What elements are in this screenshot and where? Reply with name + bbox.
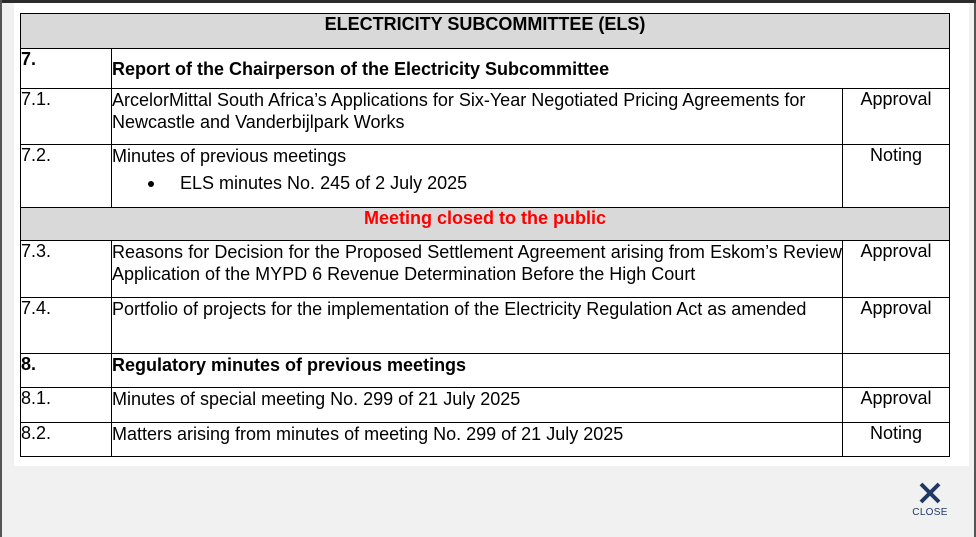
agenda-row-7-1 (21, 89, 950, 145)
item-number: 8.1. (21, 388, 112, 423)
closed-title: Meeting closed to the public (21, 208, 950, 241)
item-action: Noting (843, 423, 950, 457)
agenda-table (20, 13, 950, 457)
item-description: ArcelorMittal South Africa’s Applications for Six-Year Negotiated Pricing Agreements for Newcastle and Vanderbijlpark Works (112, 89, 843, 145)
item-number: 7.4. (21, 298, 112, 354)
item-action: Approval (843, 388, 950, 423)
item-number: 7. (21, 49, 112, 89)
item-description: Portfolio of projects for the implementation of the Electricity Regulation Act as amended (112, 298, 843, 354)
agenda-row-7-2 (21, 145, 950, 208)
agenda-row-7 (21, 49, 950, 89)
section-header-row (21, 14, 950, 49)
bullet-icon (148, 181, 154, 187)
item-number: 7.2. (21, 145, 112, 208)
item-number: 8.2. (21, 423, 112, 457)
closed-section-row (21, 208, 950, 241)
document-page (14, 3, 969, 466)
item-description: Matters arising from minutes of meeting No. 299 of 21 July 2025 (112, 423, 843, 457)
item-description (112, 145, 843, 208)
item-number: 7.1. (21, 89, 112, 145)
agenda-row-7-3 (21, 241, 950, 298)
item-action: Noting (843, 145, 950, 208)
item-action (843, 354, 950, 388)
bullet-item (112, 172, 842, 194)
close-button[interactable] (907, 480, 953, 522)
close-icon (917, 480, 943, 506)
item-action: Approval (843, 298, 950, 354)
item-description: Minutes of special meeting No. 299 of 21 July 2025 (112, 388, 843, 423)
section-title: ELECTRICITY SUBCOMMITTEE (ELS) (21, 14, 950, 49)
item-number: 7.3. (21, 241, 112, 298)
item-number: 8. (21, 354, 112, 388)
agenda-row-8 (21, 354, 950, 388)
item-description: Reasons for Decision for the Proposed Settlement Agreement arising from Eskom’s Review Application of the MYPD 6 Revenue Determination Before the High Court (112, 241, 843, 298)
item-action: Approval (843, 89, 950, 145)
item-title: Report of the Chairperson of the Electricity Subcommittee (112, 49, 950, 89)
item-action: Approval (843, 241, 950, 298)
item-text: Minutes of previous meetings (112, 146, 347, 166)
bullet-text: ELS minutes No. 245 of 2 July 2025 (180, 173, 468, 193)
agenda-row-8-2 (21, 423, 950, 457)
agenda-row-8-1 (21, 388, 950, 423)
close-label: CLOSE (912, 507, 948, 518)
agenda-row-7-4 (21, 298, 950, 354)
item-title: Regulatory minutes of previous meetings (112, 354, 843, 388)
